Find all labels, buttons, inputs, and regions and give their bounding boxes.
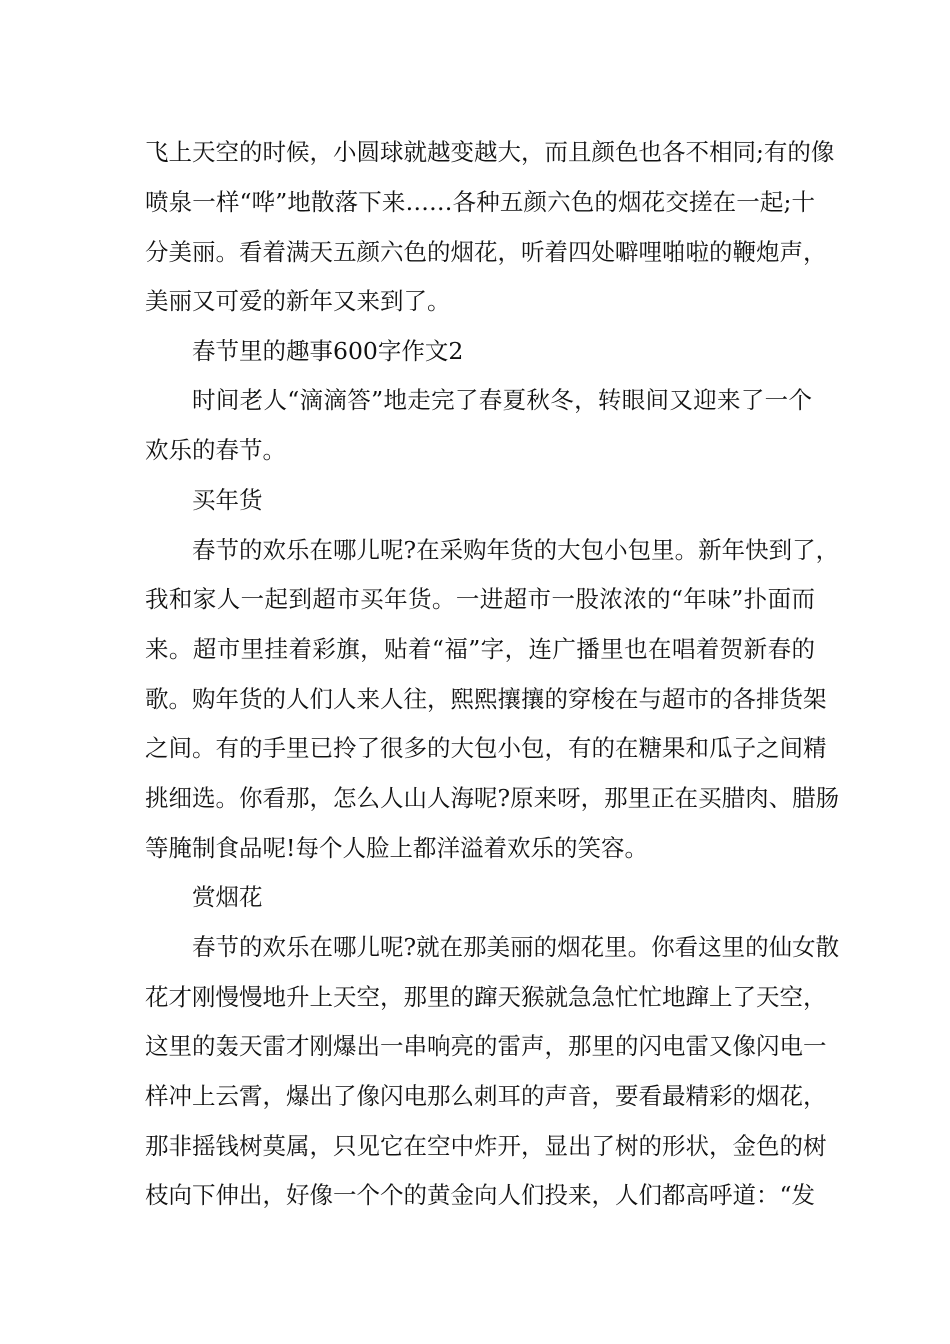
section-heading: 赏烟花 [192,883,263,911]
text-line: 美丽又可爱的新年又来到了。 [145,287,451,315]
section-heading: 买年货 [192,486,263,514]
text-line: 歌。购年货的人们人来人往，熙熙攘攘的穿梭在与超市的各排货架 [145,685,827,713]
text-line: 来。超市里挂着彩旗，贴着“福”字，连广播里也在唱着贺新春的 [145,635,815,663]
text-line: 之间。有的手里已拎了很多的大包小包，有的在糖果和瓜子之间精 [145,734,827,762]
text-line: 挑细选。你看那，怎么人山人海呢?原来呀，那里正在买腊肉、腊肠 [145,784,840,812]
section-heading: 春节里的趣事600字作文2 [192,337,464,365]
text-line: 喷泉一样“哗”地散落下来……各种五颜六色的烟花交搓在一起;十 [145,188,815,216]
text-line: 欢乐的春节。 [145,436,286,464]
text-line: 那非摇钱树莫属，只见它在空中炸开，显出了树的形状，金色的树 [145,1132,827,1160]
text-line: 花才刚慢慢地升上天空，那里的蹿天猴就急急忙忙地蹿上了天空， [145,983,827,1011]
text-line: 飞上天空的时候，小圆球就越变越大，而且颜色也各不相同;有的像 [145,138,835,166]
text-line: 这里的轰天雷才刚爆出一串响亮的雷声，那里的闪电雷又像闪电一 [145,1032,827,1060]
text-line: 春节的欢乐在哪儿呢?在采购年货的大包小包里。新年快到了， [192,536,840,564]
text-line: 样冲上云霄，爆出了像闪电那么刺耳的声音，要看最精彩的烟花， [145,1082,827,1110]
text-line: 春节的欢乐在哪儿呢?就在那美丽的烟花里。你看这里的仙女散 [192,933,840,961]
text-line: 我和家人一起到超市买年货。一进超市一股浓浓的“年味”扑面而 [145,585,815,613]
text-line: 枝向下伸出，好像一个个的黄金向人们投来，人们都高呼道：“发 [145,1181,816,1209]
text-line: 时间老人“滴滴答”地走完了春夏秋冬，转眼间又迎来了一个 [192,386,812,414]
text-line: 分美丽。看着满天五颜六色的烟花，听着四处噼哩啪啦的鞭炮声， [145,238,827,266]
text-line: 等腌制食品呢!每个人脸上都洋溢着欢乐的笑容。 [145,834,648,862]
